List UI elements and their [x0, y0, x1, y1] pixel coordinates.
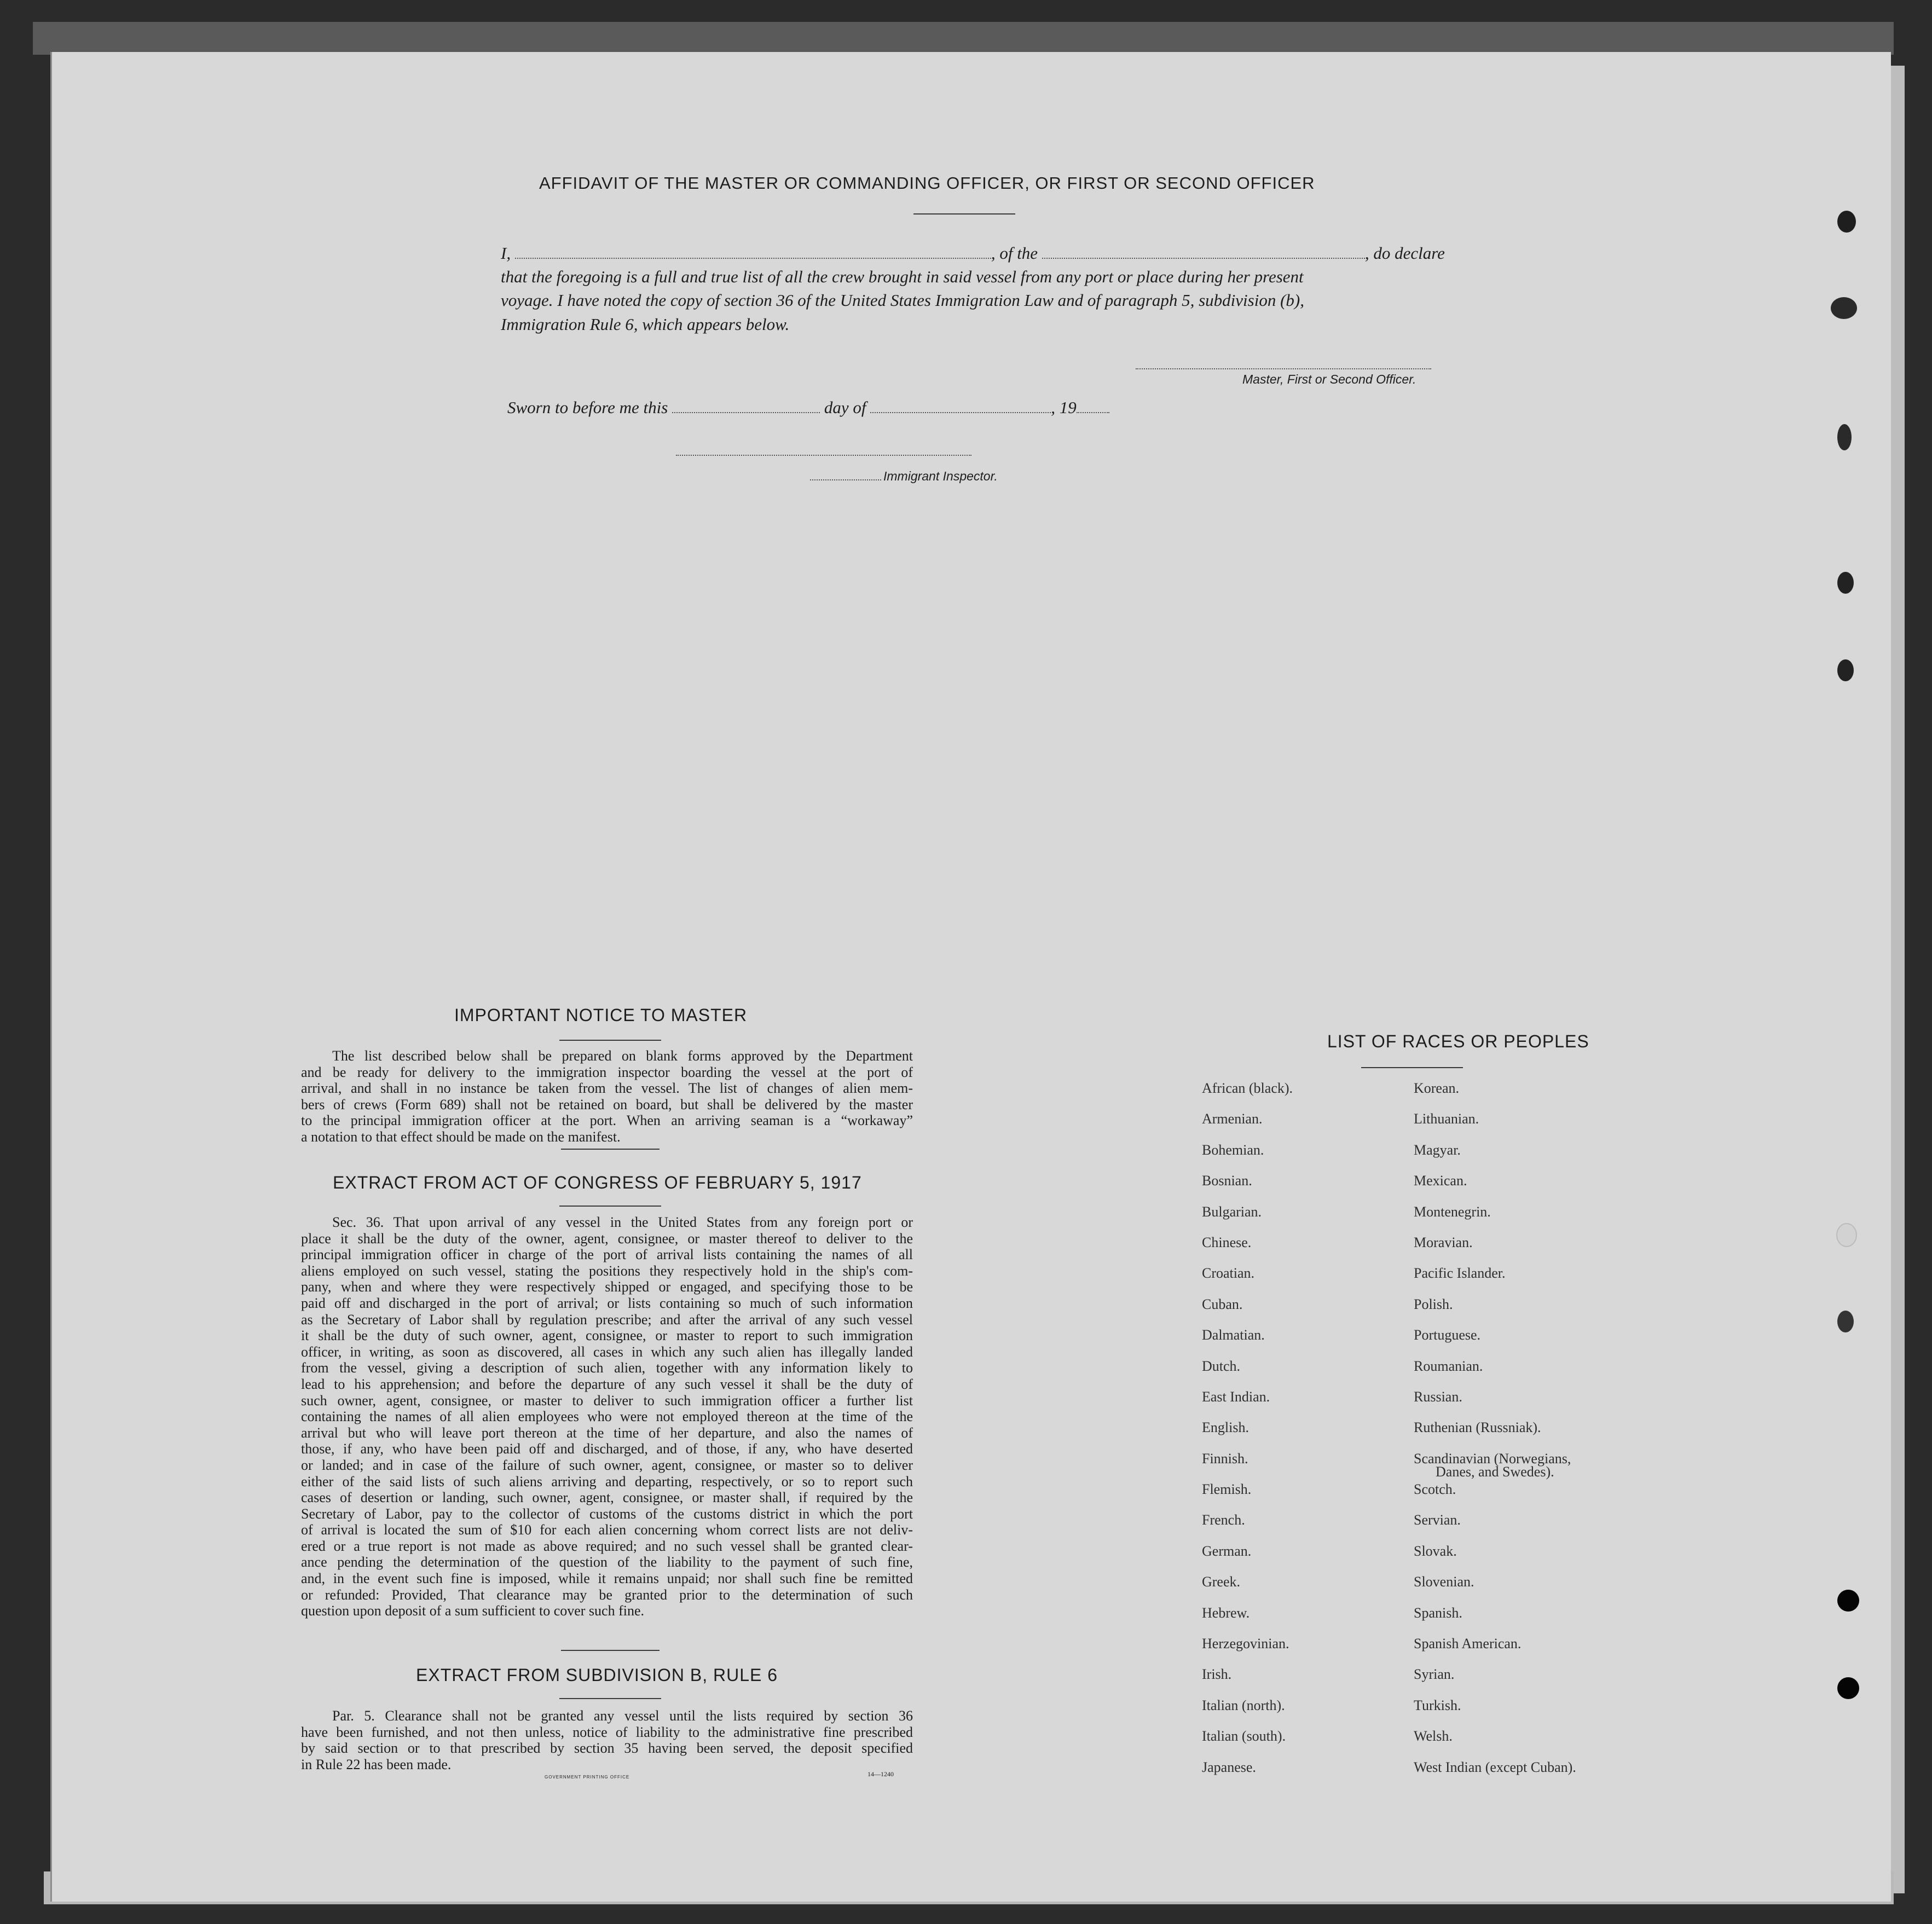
race-item: Cuban.	[1202, 1296, 1243, 1312]
vessel-blank[interactable]	[1042, 257, 1365, 259]
race-item: Polish.	[1414, 1296, 1453, 1312]
act-line: Sec. 36. That upon arrival of any vessel in the United States from any foreign port or	[332, 1214, 913, 1230]
act-line: and, in the event such fine is imposed, while it remains unpaid; nor shall such fine be remitted	[301, 1571, 913, 1587]
sworn-day-blank[interactable]	[672, 412, 820, 413]
binder-hole	[1837, 424, 1852, 450]
act-line: it shall be the duty of such owner, agent, consignee, or master to report to such immigration	[301, 1328, 913, 1344]
act-rule	[559, 1206, 661, 1207]
line1-do-declare-text: , do declare	[1364, 244, 1445, 263]
race-item: Dutch.	[1202, 1358, 1241, 1374]
line1-i-text: I,	[501, 244, 511, 263]
race-item: Scotch.	[1414, 1481, 1456, 1498]
race-item-text: Scandinavian (Norwegians,	[1414, 1450, 1571, 1467]
act-paragraph	[301, 1214, 913, 1619]
act-line: lead to his apprehension; and before the departure of any such vessel it shall be the duty of	[301, 1376, 913, 1392]
race-item: Mexican.	[1414, 1173, 1467, 1189]
act-line: Secretary of Labor, pay to the collector of customs of the customs district in which the port	[301, 1505, 913, 1522]
race-item: Hebrew.	[1202, 1604, 1250, 1621]
rule-paragraph	[301, 1708, 913, 1772]
rule-line: Par. 5. Clearance shall not be granted any vessel until the lists required by section 36	[332, 1708, 913, 1724]
race-item: Greek.	[1202, 1574, 1241, 1590]
affidavit-title: AFFIDAVIT OF THE MASTER OR COMMANDING OFFICER, OR FIRST OR SECOND OFFICER	[539, 173, 1315, 193]
binder-hole	[1836, 1223, 1857, 1247]
binder-hole	[1837, 659, 1854, 681]
race-item: Irish.	[1202, 1666, 1232, 1683]
races-rule	[1361, 1067, 1463, 1068]
act-line: question upon deposit of a sum sufficient to cover such fine.	[301, 1603, 645, 1619]
rule-line: in Rule 22 has been made.	[301, 1756, 452, 1772]
race-item: Syrian.	[1414, 1666, 1455, 1683]
act-line: principal immigration officer in charge of the port of arrival lists containing the names of all	[301, 1247, 913, 1263]
race-item: Japanese.	[1202, 1759, 1256, 1775]
act-line: or refunded: Provided, That clearance may be granted prior to the determination of such	[301, 1586, 913, 1603]
master-signature-line[interactable]	[1136, 368, 1431, 369]
race-item: German.	[1202, 1543, 1252, 1559]
race-item: English.	[1202, 1419, 1249, 1436]
race-item: Montenegrin.	[1414, 1203, 1491, 1220]
act-line: or landed; and in case of the failure of such owner, agent, consignee, or master so to deliver	[301, 1457, 913, 1473]
act-heading: EXTRACT FROM ACT OF CONGRESS OF FEBRUARY 5, 1917	[333, 1173, 862, 1192]
line1-of-the-text: , of the	[991, 244, 1038, 263]
act-line: aliens employed on such vessel, stating the positions they respectively hold in the ship's com-	[301, 1262, 913, 1279]
race-item: Pacific Islander.	[1414, 1265, 1506, 1282]
act-line: pany, when and where they were respectively shipped or engaged, and specifying those to be	[301, 1279, 913, 1295]
race-item: Bulgarian.	[1202, 1203, 1262, 1220]
sworn-line	[507, 398, 1109, 418]
act-line: paid off and discharged in the port of arrival; or lists containing so much of such information	[301, 1295, 913, 1311]
act-line: ance pending the determination of the question of the liability to the payment of such fine,	[301, 1554, 913, 1571]
race-item: French.	[1202, 1512, 1245, 1528]
document-page	[50, 52, 1891, 1902]
race-item: Italian (south).	[1202, 1728, 1286, 1745]
race-item	[1414, 1451, 1576, 1482]
rule-line: have been furnished, and not then unless, notice of liability to the administrative fine prescribed	[301, 1724, 913, 1740]
act-line: arrival but who will leave port thereon at the time of her departure, and also the names of	[301, 1424, 913, 1441]
notice-line: a notation to that effect should be made on the manifest.	[301, 1128, 621, 1145]
notice-line: bers of crews (Form 689) shall not be retained on board, but shall be delivered by the master	[301, 1096, 913, 1112]
race-item: Spanish American.	[1414, 1636, 1522, 1652]
race-item: Moravian.	[1414, 1234, 1473, 1250]
race-item: Slovak.	[1414, 1543, 1457, 1559]
binder-hole	[1837, 1590, 1859, 1612]
race-item: Spanish.	[1414, 1604, 1462, 1621]
binder-hole	[1831, 297, 1857, 319]
race-item-continuation: Danes, and Swedes).	[1436, 1463, 1554, 1480]
notice-line: to the principal immigration officer at the port. When an arriving seaman is a “workaway”	[301, 1112, 913, 1129]
binder-hole	[1837, 211, 1856, 233]
race-item: Croatian.	[1202, 1265, 1255, 1282]
binder-hole	[1837, 1311, 1854, 1332]
race-item: Russian.	[1414, 1388, 1462, 1405]
races-column-2	[1414, 1081, 1576, 1790]
binder-hole	[1837, 1677, 1859, 1699]
rule-heading: EXTRACT FROM SUBDIVISION B, RULE 6	[416, 1665, 778, 1685]
act-line: place it shall be the duty of the owner, agent, consignee, or master thereof to deliver to the	[301, 1230, 913, 1247]
race-item: Armenian.	[1202, 1111, 1263, 1127]
notice-line: arrival, and shall in no instance be taken from the vessel. The list of changes of alien mem-	[301, 1080, 913, 1097]
inspector-label: Immigrant Inspector.	[883, 469, 998, 483]
act-line: as the Secretary of Labor shall by regulation prescribe; and after the arrival of any such vessel	[301, 1311, 913, 1328]
race-item: Servian.	[1414, 1512, 1461, 1528]
race-item: Herzegovinian.	[1202, 1636, 1289, 1652]
page-edge-top	[33, 22, 1894, 55]
act-line: officer, in writing, as soon as discovered, all cases in which any such alien has illegally landed	[301, 1343, 913, 1360]
form-number: 14—1240	[867, 1770, 894, 1778]
sworn-prefix-text: Sworn to before me this	[507, 398, 668, 417]
act-line: those, if any, who have been paid off and discharged, and of those, if any, who have deserted	[301, 1441, 913, 1457]
race-item: Korean.	[1414, 1080, 1460, 1096]
race-item: East Indian.	[1202, 1388, 1270, 1405]
race-item: Dalmatian.	[1202, 1327, 1265, 1343]
race-item: West Indian (except Cuban).	[1414, 1759, 1576, 1775]
notice-paragraph	[301, 1048, 913, 1145]
sworn-year-text: , 19	[1051, 398, 1077, 417]
notice-rule	[559, 1040, 661, 1041]
affidavit-line-1	[501, 244, 1445, 263]
race-item: Bosnian.	[1202, 1173, 1252, 1189]
sworn-month-blank[interactable]	[870, 412, 1051, 413]
inspector-dots	[810, 479, 881, 480]
race-item: Magyar.	[1414, 1141, 1461, 1158]
act-line: such owner, agent, consignee, or master to deliver to such immigration officer a further list	[301, 1392, 913, 1409]
race-item: Italian (north).	[1202, 1697, 1285, 1713]
affidavit-line-3: voyage. I have noted the copy of section 36 of the United States Immigration Law and of paragraph 5, subdivision (b),	[501, 291, 1304, 310]
races-column-1	[1202, 1081, 1293, 1790]
binder-hole	[1837, 572, 1854, 594]
printer-imprint: GOVERNMENT PRINTING OFFICE	[545, 1775, 630, 1780]
act-line: from the vessel, giving a description of such alien, together with any information likely to	[301, 1360, 913, 1376]
race-item: Chinese.	[1202, 1234, 1252, 1250]
affidavit-line-4: Immigration Rule 6, which appears below.	[501, 315, 790, 334]
act-line: of arrival is located the sum of $10 for each alien concerning whom correct lists are not deliv-	[301, 1522, 913, 1538]
race-item: Ruthenian (Russniak).	[1414, 1419, 1541, 1436]
race-item: Roumanian.	[1414, 1358, 1483, 1374]
act-bottom-rule	[561, 1650, 660, 1651]
race-item: Turkish.	[1414, 1697, 1461, 1713]
notice-line: and be ready for delivery to the immigration inspector boarding the vessel at the port of	[301, 1064, 913, 1080]
sworn-year-blank[interactable]	[1077, 412, 1109, 413]
race-item: Finnish.	[1202, 1450, 1248, 1467]
rule-line: by said section or to that prescribed by section 35 having been served, the deposit specified	[301, 1740, 913, 1757]
race-item: Portuguese.	[1414, 1327, 1481, 1343]
act-line: cases of desertion or landing, such owner, agent, consignee, or master shall, if required by the	[301, 1490, 913, 1506]
name-blank[interactable]	[515, 257, 991, 259]
notice-line: The list described below shall be prepared on blank forms approved by the Department	[332, 1048, 913, 1064]
race-item: Lithuanian.	[1414, 1111, 1479, 1127]
notice-bottom-rule	[561, 1149, 660, 1150]
race-item: Slovenian.	[1414, 1574, 1474, 1590]
act-line: either of the said lists of such aliens arriving and departing, respectively, or so to report such	[301, 1473, 913, 1490]
rule-rule	[559, 1698, 661, 1699]
race-item: Flemish.	[1202, 1481, 1252, 1498]
notice-heading: IMPORTANT NOTICE TO MASTER	[454, 1005, 748, 1025]
act-line: ered or a true report is not made as above required; and no such vessel shall be granted clear-	[301, 1538, 913, 1554]
act-line: containing the names of all alien employees who were not employed thereon at the time of the	[301, 1409, 913, 1425]
races-heading: LIST OF RACES OR PEOPLES	[1327, 1031, 1589, 1051]
sworn-day-of-text: day of	[824, 398, 866, 417]
race-item: African (black).	[1202, 1080, 1293, 1096]
inspector-label-row	[810, 469, 998, 484]
master-signature-label: Master, First or Second Officer.	[1242, 372, 1416, 386]
title-rule	[913, 213, 1015, 215]
inspector-signature-line[interactable]	[676, 455, 971, 456]
affidavit-line-2: that the foregoing is a full and true list of all the crew brought in said vessel from any port or place during her present	[501, 267, 1304, 286]
race-item: Welsh.	[1414, 1728, 1453, 1745]
race-item: Bohemian.	[1202, 1141, 1264, 1158]
